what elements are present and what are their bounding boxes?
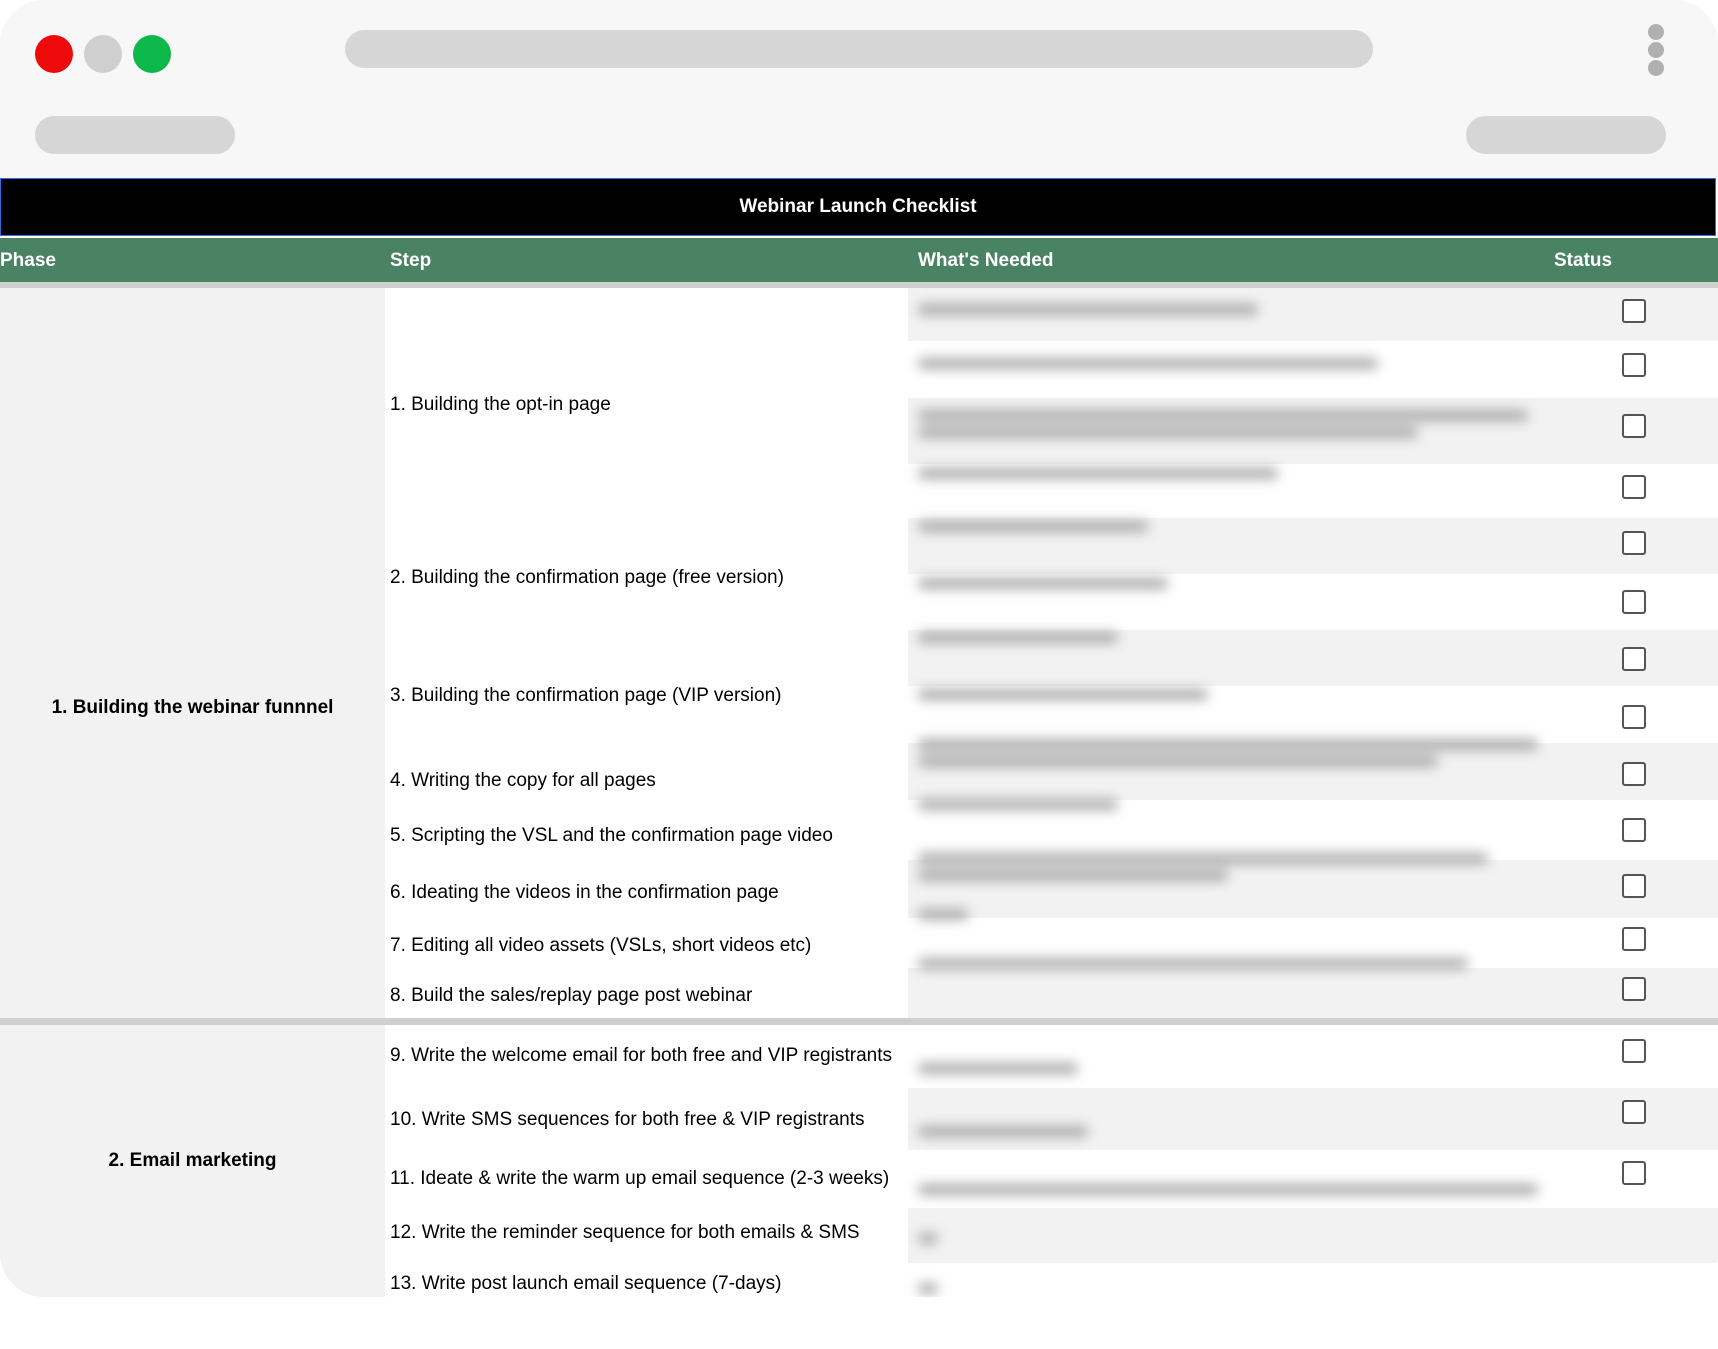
header-status: Status — [1554, 250, 1613, 271]
step-text: 4. Writing the copy for all pages — [390, 770, 656, 791]
status-checkbox[interactable] — [1622, 590, 1646, 614]
status-checkbox[interactable] — [1622, 475, 1646, 499]
toolbar-placeholder-left[interactable] — [35, 116, 235, 154]
maximize-window-button[interactable] — [133, 35, 171, 73]
status-checkbox[interactable] — [1622, 414, 1646, 438]
checklist-sheet — [0, 178, 1718, 1297]
minimize-window-button[interactable] — [84, 35, 122, 73]
status-checkbox[interactable] — [1622, 818, 1646, 842]
header-needed: What's Needed — [918, 250, 1054, 271]
status-checkbox[interactable] — [1622, 1161, 1646, 1185]
step-text: 12. Write the reminder sequence for both emails & SMS — [390, 1222, 860, 1243]
status-checkbox[interactable] — [1622, 1100, 1646, 1124]
status-checkbox[interactable] — [1622, 353, 1646, 377]
sheet-title: Webinar Launch Checklist — [0, 178, 1716, 236]
step-text: 9. Write the welcome email for both free and VIP registrants — [390, 1045, 892, 1066]
step-text: 6. Ideating the videos in the confirmation page — [390, 882, 779, 903]
status-checkbox[interactable] — [1622, 705, 1646, 729]
step-text: 10. Write SMS sequences for both free & VIP registrants — [390, 1109, 865, 1130]
address-bar[interactable] — [345, 30, 1373, 68]
phase-cell: 1. Building the webinar funnnel — [0, 288, 385, 1128]
header-phase: Phase — [0, 250, 56, 271]
status-checkbox[interactable] — [1622, 1039, 1646, 1063]
kebab-menu-icon[interactable] — [1648, 24, 1666, 76]
status-checkbox[interactable] — [1622, 977, 1646, 1001]
status-checkbox[interactable] — [1622, 927, 1646, 951]
step-text: 8. Build the sales/replay page post webinar — [390, 985, 753, 1006]
whats-needed-blurred — [908, 178, 1608, 1297]
status-checkbox[interactable] — [1622, 874, 1646, 898]
status-checkbox[interactable] — [1622, 531, 1646, 555]
step-text: 5. Scripting the VSL and the confirmation page video — [390, 825, 833, 846]
step-text: 7. Editing all video assets (VSLs, short videos etc) — [390, 935, 812, 956]
close-window-button[interactable] — [35, 35, 73, 73]
step-text: 11. Ideate & write the warm up email sequence (2-3 weeks) — [390, 1168, 890, 1189]
toolbar-placeholder-right[interactable] — [1466, 116, 1666, 154]
status-checkbox[interactable] — [1622, 647, 1646, 671]
step-text: 13. Write post launch email sequence (7-days) — [390, 1273, 782, 1294]
status-checkbox[interactable] — [1622, 299, 1646, 323]
step-text: 3. Building the confirmation page (VIP version) — [390, 685, 782, 706]
step-text: 2. Building the confirmation page (free version) — [390, 567, 784, 588]
phase-cell: 2. Email marketing — [0, 1025, 385, 1297]
status-checkbox[interactable] — [1622, 762, 1646, 786]
step-text: 1. Building the opt-in page — [390, 394, 611, 415]
header-step: Step — [390, 250, 432, 271]
